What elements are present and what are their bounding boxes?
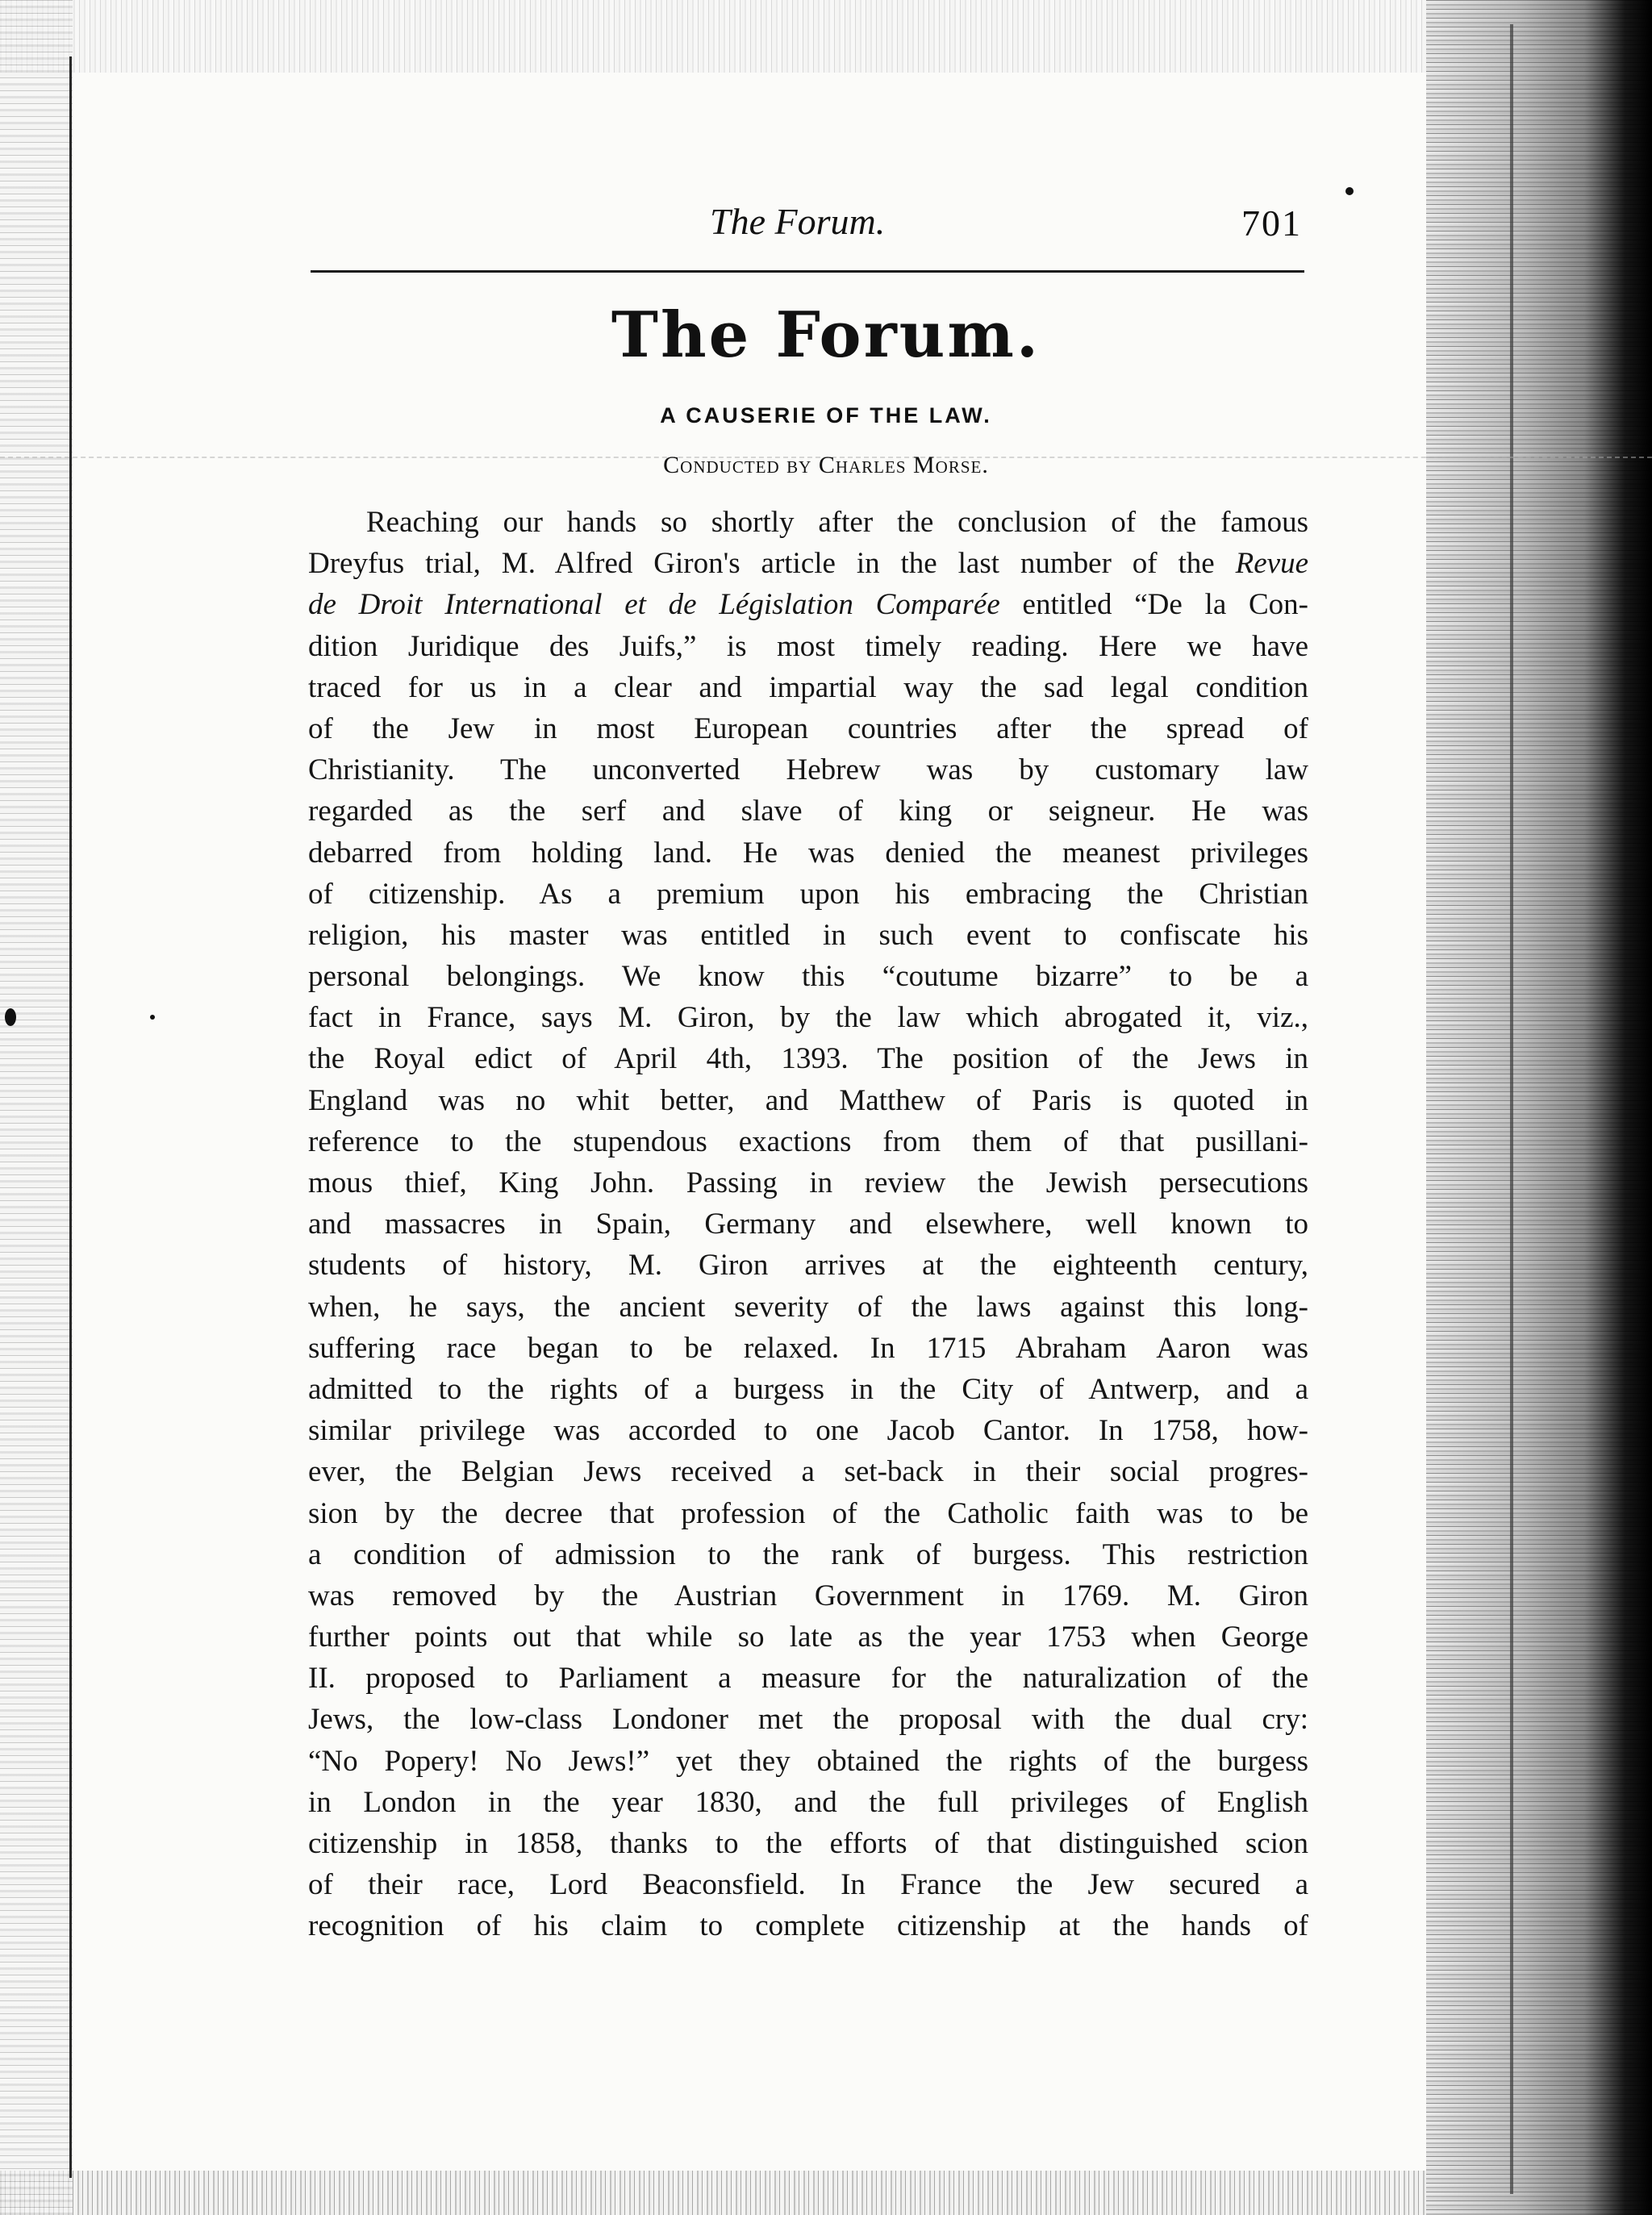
- running-head-rule: [311, 270, 1304, 273]
- body-line: “No Popery! No Jews!” yet they obtained the rights of the burgess: [308, 1744, 1308, 1778]
- journal-title-italic: Revue: [1235, 547, 1308, 581]
- scan-speck: [150, 1015, 155, 1020]
- scan-speck: [1345, 187, 1354, 195]
- body-line: ever, the Belgian Jews received a set-back in their social progres-: [308, 1455, 1308, 1489]
- article-byline: Conducted by Charles Morse.: [663, 452, 989, 478]
- body-line: debarred from holding land. He was denied the meanest privileges: [308, 836, 1308, 870]
- body-line: personal belongings. We know this “coutume bizarre” to be a: [308, 960, 1308, 994]
- body-line: students of history, M. Giron arrives at the eighteenth century,: [308, 1249, 1308, 1283]
- page-number: 701: [1241, 202, 1302, 244]
- body-line: Jews, the low-class Londoner met the proposal with the dual cry:: [308, 1703, 1308, 1737]
- body-line: [308, 584, 1308, 625]
- body-line: reference to the stupendous exactions from them of that pusillani-: [308, 1124, 1308, 1158]
- scan-edge-bottom: [0, 2171, 1652, 2215]
- article-subtitle: A CAUSERIE OF THE LAW.: [660, 403, 992, 428]
- scan-edge-top: [0, 0, 1652, 73]
- body-line: Christianity. The unconverted Hebrew was by customary law: [308, 753, 1308, 787]
- body-line: religion, his master was entitled in such event to confiscate his: [308, 918, 1308, 952]
- body-line: the Royal edict of April 4th, 1393. The position of the Jews in: [308, 1042, 1308, 1076]
- body-line: dition Juridique des Juifs,” is most timely reading. Here we have: [308, 629, 1308, 663]
- page-border-left: [69, 56, 72, 2178]
- article-body: [308, 502, 1308, 1970]
- body-line: was removed by the Austrian Government in 1769. M. Giron: [308, 1579, 1308, 1612]
- body-line: similar privilege was accorded to one Jacob Cantor. In 1758, how-: [308, 1414, 1308, 1448]
- body-line: admitted to the rights of a burgess in the City of Antwerp, and a: [308, 1372, 1308, 1406]
- body-line: regarded as the serf and slave of king or seigneur. He was: [308, 795, 1308, 828]
- body-line: in London in the year 1830, and the full privileges of English: [308, 1785, 1308, 1819]
- body-line: a condition of admission to the rank of burgess. This restriction: [308, 1537, 1308, 1571]
- body-line-text: Dreyfus trial, M. Alfred Giron's article in the last number of the: [308, 547, 1215, 581]
- body-line: when, he says, the ancient severity of the laws against this long-: [308, 1290, 1308, 1324]
- running-head-title: The Forum.: [710, 201, 886, 242]
- scan-speck: [5, 1008, 16, 1026]
- body-line: Reaching our hands so shortly after the conclusion of the famous: [366, 506, 1308, 539]
- body-line: traced for us in a clear and impartial way the sad legal condition: [308, 670, 1308, 704]
- journal-title-italic: de Droit International et de Législation Comparée: [308, 588, 1000, 622]
- article-title: The Forum.: [611, 298, 1041, 372]
- body-line: further points out that while so late as the year 1753 when George: [308, 1621, 1308, 1654]
- body-line: mous thief, King John. Passing in review the Jewish persecutions: [308, 1166, 1308, 1199]
- body-line: of the Jew in most European countries after the spread of: [308, 711, 1308, 745]
- body-line: fact in France, says M. Giron, by the law which abrogated it, viz.,: [308, 1001, 1308, 1035]
- body-line: sion by the decree that profession of the Catholic faith was to be: [308, 1496, 1308, 1530]
- running-head: [307, 200, 1307, 265]
- body-line-text: entitled “De la Con-: [1022, 588, 1308, 622]
- body-line: II. proposed to Parliament a measure for the naturalization of the: [308, 1662, 1308, 1696]
- body-line: recognition of his claim to complete citizenship at the hands of: [308, 1909, 1308, 1943]
- body-line: England was no whit better, and Matthew of Paris is quoted in: [308, 1083, 1308, 1117]
- body-line: citizenship in 1858, thanks to the efforts of that distinguished scion: [308, 1827, 1308, 1860]
- body-line: suffering race began to be relaxed. In 1715 Abraham Aaron was: [308, 1331, 1308, 1365]
- body-line: of their race, Lord Beaconsfield. In France the Jew secured a: [308, 1868, 1308, 1902]
- body-line: of citizenship. As a premium upon his embracing the Christian: [308, 877, 1308, 911]
- body-line: and massacres in Spain, Germany and elsewhere, well known to: [308, 1208, 1308, 1241]
- body-line: [308, 543, 1308, 584]
